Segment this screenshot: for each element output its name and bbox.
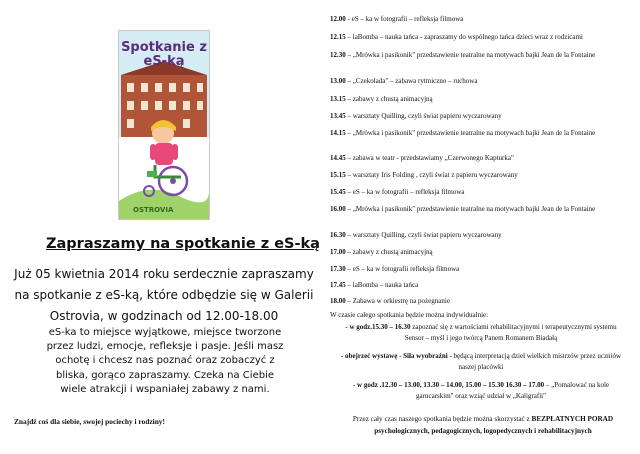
activity-text: zapoznać się z wartościami rehabilitacyjnymi i terapeutycznymi systemu Sensor – myśl i jego twórcą Panem Romanem Biadałą xyxy=(404,323,617,342)
activity-item xyxy=(336,351,626,372)
poster-title: Spotkanie z eS-ką xyxy=(121,40,207,69)
event-poster-image xyxy=(118,30,210,220)
activity-text: – „Pomalować na kole garncarskim" oraz wziąć udział w „Kaligrafii" xyxy=(416,381,610,400)
activity-lead: - w godz.15.30 – 16.30 xyxy=(345,323,411,331)
closing-prefix: Przez cały czas naszego spotkania będzie można skorzystać z xyxy=(352,415,530,423)
schedule-item xyxy=(330,264,630,275)
schedule-text: – zabawy z chustą animacyjną xyxy=(347,95,433,103)
schedule-text: – „Mrówka i pasikonik" przedstawienie teatralne na motywach bajki Jean de la Fontaine xyxy=(347,51,596,59)
schedule-text: – warsztaty Quilling, czyli świat papieru wyczarowany xyxy=(347,112,502,120)
schedule-time: 14.45 xyxy=(330,154,346,162)
schedule-item xyxy=(330,111,630,122)
left-column xyxy=(0,0,318,454)
closing-bold: BEZPŁATNYCH PORAD psychologicznych, pedagogicznych, logopedycznych i rehabilitacyjnych xyxy=(374,415,614,435)
schedule-time: 14.15 xyxy=(330,129,346,137)
schedule-time: 13.00 xyxy=(330,77,346,85)
schedule-text: – „Mrówka i pasikonik" przedstawienie teatralne na motywach bajki Jean de la Fontaine xyxy=(347,205,596,213)
schedule-text: – eS – ka w fotografii – refleksja filmowa xyxy=(347,188,465,196)
schedule-text: – „Czekolada" – zabawa rytmiczno – ruchowa xyxy=(347,77,478,85)
schedule-item xyxy=(330,153,630,164)
schedule-item xyxy=(330,187,630,198)
schedule-time: 13.15 xyxy=(330,95,346,103)
schedule-text: – Zabawa w orkiestrę na pożegnanie xyxy=(347,297,450,305)
activity-lead: - w godz .12.30 – 13.00, 13.30 – 14.00, 15.00 – 15.30 16.30 – 17.00 xyxy=(352,381,545,389)
schedule-time: 17.30 xyxy=(330,265,346,273)
activity-text: - będącą interpretacją dzieł wielkich mistrzów przez uczniów naszej placówki xyxy=(447,352,622,371)
schedule-text: – zabawy z chustą animacyjną xyxy=(347,248,433,256)
schedule-text: – eS – ka w fotografii refleksja filmowa xyxy=(347,265,460,273)
closing-note xyxy=(338,413,628,437)
activity-lead: - obejrzeć wystawę - Siła wyobraźni xyxy=(340,352,448,360)
footer-tagline: Znajdź coś dla siebie, swojej pociechy i rodziny! xyxy=(14,417,165,426)
description-paragraph: eS-ka to miejsce wyjątkowe, miejsce tworzone przez ludzi, emocje, refleksje i pasje. Jeśli masz ochotę i chcesz nas poznać oraz zobaczyć z bliska, gorąco zapraszamy. Czeka na Ciebie wiele atrakcji i wspaniałej zabawy z nami. xyxy=(46,327,284,395)
schedule-time: 18.00 xyxy=(330,297,346,305)
schedule-time: 17.45 xyxy=(330,281,346,289)
activities-intro: W czasie całego spotkania będzie można indywidualnie: xyxy=(330,311,489,319)
schedule-text: – warsztaty Quilling, czyli świat papieru wyczarowany xyxy=(347,231,502,239)
schedule-item xyxy=(330,128,630,139)
schedule-time: 12.15 xyxy=(330,33,346,41)
schedule-item xyxy=(330,296,630,307)
schedule-text: – laBomba – nauka tańca - zapraszamy do wspólnego tańca dzieci wraz z rodzicami xyxy=(347,33,583,41)
schedule-column xyxy=(330,0,635,454)
schedule-item xyxy=(330,204,630,215)
schedule-item xyxy=(330,170,630,181)
schedule-text: – warsztaty Iris Folding , czyli świat z papieru wyczarowany xyxy=(347,171,518,179)
schedule-time: 12.30 xyxy=(330,51,346,59)
schedule-time: 15.45 xyxy=(330,188,346,196)
schedule-time: 16.00 xyxy=(330,205,346,213)
schedule-item xyxy=(330,280,630,291)
schedule-item xyxy=(330,76,630,87)
schedule-item xyxy=(330,94,630,105)
schedule-text: – zabawa w teatr - przedstawiamy „Czerwonego Kapturka" xyxy=(347,154,514,162)
schedule-time: 17.00 xyxy=(330,248,346,256)
schedule-text: – „Mrówka i pasikonik" przedstawienie teatralne na motywach bajki Jean de la Fontaine xyxy=(347,129,596,137)
schedule-item xyxy=(330,247,630,258)
activity-item xyxy=(336,380,626,401)
schedule-time: 16.30 xyxy=(330,231,346,239)
schedule-time: 12.00 xyxy=(330,15,346,23)
schedule-item xyxy=(330,32,630,43)
schedule-item xyxy=(330,50,630,61)
schedule-text: - eS – ka w fotografii – refleksja filmowa xyxy=(347,15,464,23)
headline: Zapraszamy na spotkanie z eS-ką xyxy=(46,236,320,252)
schedule-item xyxy=(330,14,630,25)
schedule-time: 13.45 xyxy=(330,112,346,120)
poster-brand-logo: OSTROVIA xyxy=(133,206,174,214)
schedule-time: 15.15 xyxy=(330,171,346,179)
schedule-item xyxy=(330,230,630,241)
schedule-text: – laBomba – nauka tańca xyxy=(347,281,419,289)
intro-paragraph: Już 05 kwietnia 2014 roku serdecznie zapraszamy na spotkanie z eS-ką, które odbędzie się w Galerii Ostrovia, w godzinach od 12.00-18.00 xyxy=(14,267,314,323)
activity-item xyxy=(336,322,626,343)
